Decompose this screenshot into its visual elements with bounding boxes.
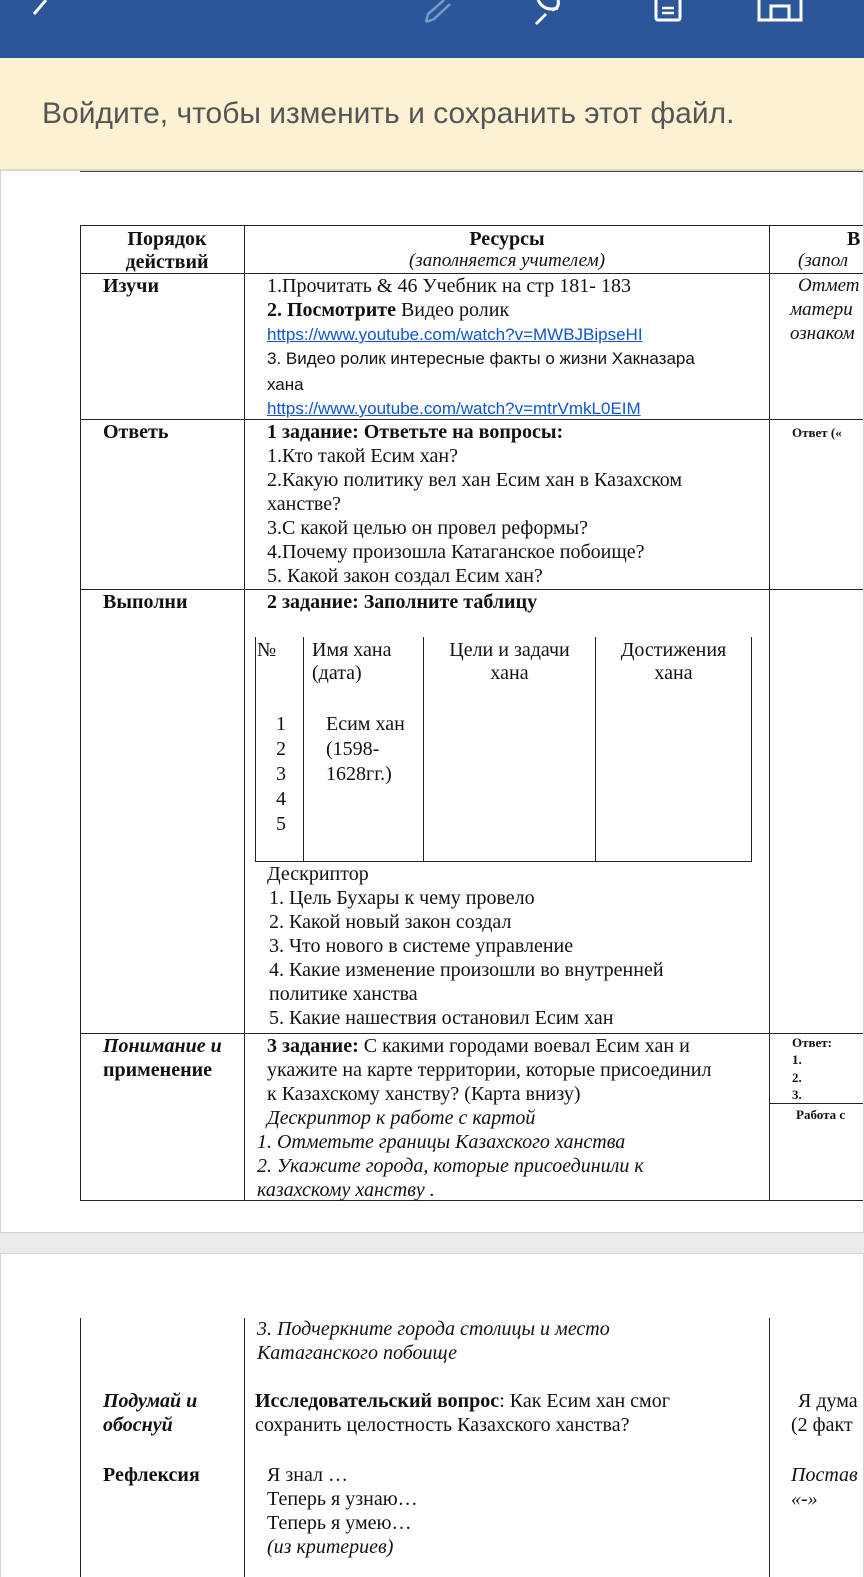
- ponimanie-answer-2: 2.: [792, 1070, 802, 1085]
- row-label-refleksiya: Рефлексия: [103, 1464, 200, 1486]
- row-label-izuchi: Изучи: [103, 275, 159, 297]
- khan-date-end: 1628гг.): [326, 763, 392, 785]
- ponimanie-answer: Ответ:: [792, 1035, 833, 1050]
- task1-q5: 5. Какой закон создал Есим хан?: [267, 565, 543, 587]
- reflection-1: Я знал …: [267, 1464, 348, 1486]
- ponimanie-answer-3: 3.: [792, 1087, 802, 1102]
- map-descriptor-3a: 3. Подчеркните города столицы и место: [257, 1318, 610, 1340]
- save-icon[interactable]: [755, 0, 807, 26]
- ponimanie-answer-1: 1.: [792, 1052, 802, 1067]
- izuchi-line3a: 3. Видео ролик интересные факты о жизни Хакназара: [267, 349, 695, 368]
- descriptor-title: Дескриптор: [267, 863, 369, 885]
- header-resources: Ресурсы: [469, 228, 545, 250]
- task3-line1: 3 задание: С какими городами воевал Есим хан и: [267, 1035, 690, 1057]
- khan-row-num-3: 3: [276, 763, 286, 785]
- khan-table-header-achievements: Достижения хана: [620, 639, 727, 684]
- descriptor-4a: 4. Какие изменение произошли во внутренней: [269, 959, 664, 981]
- edit-pencil-icon[interactable]: [418, 0, 454, 26]
- podumay-right-1: Я дума: [798, 1390, 858, 1412]
- task3-line2: укажите на карте территории, которые присоединил: [267, 1059, 712, 1081]
- clipboard-icon[interactable]: [650, 0, 686, 24]
- map-descriptor-3b: Катаганского побоище: [257, 1342, 457, 1364]
- descriptor-1: 1. Цель Бухары к чему провело: [269, 887, 535, 909]
- row-label-ponimanie-2: применение: [103, 1059, 212, 1081]
- khan-row-num-2: 2: [276, 738, 286, 760]
- ponimanie-work: Работа с: [796, 1107, 846, 1122]
- task1-title: 1 задание: Ответьте на вопросы:: [267, 421, 564, 443]
- header-resources-sub: (заполняется учителем): [408, 250, 606, 271]
- document-page-1: [0, 170, 864, 1233]
- map-descriptor-title: Дескриптор к работе с картой: [267, 1107, 536, 1129]
- khan-date-start: (1598-: [326, 738, 380, 760]
- khan-row-num-5: 5: [276, 813, 286, 835]
- izuchi-line1: 1.Прочитать & 46 Учебник на стр 181- 183: [267, 275, 631, 297]
- descriptor-5: 5. Какие нашествия остановил Есим хан: [269, 1007, 614, 1029]
- khan-table-header-name: Имя хана (дата): [312, 639, 392, 684]
- task1-q1: 1.Кто такой Есим хан?: [267, 445, 458, 467]
- task1-q2b: ханстве?: [267, 493, 342, 515]
- descriptor-2: 2. Какой новый закон создал: [269, 911, 512, 933]
- task3-line3: к Казахскому ханству? (Карта внизу): [267, 1083, 581, 1105]
- search-icon[interactable]: [530, 0, 580, 26]
- video-link-1[interactable]: https://www.youtube.com/watch?v=MWBJBipseHI: [267, 325, 643, 344]
- back-arrow-icon[interactable]: [28, 0, 68, 20]
- sign-in-banner[interactable]: [0, 58, 864, 170]
- header-col3: В: [847, 228, 861, 250]
- task2-title: 2 задание: Заполните таблицу: [267, 591, 538, 613]
- map-descriptor-2a: 2. Укажите города, которые присоединили к: [257, 1155, 644, 1177]
- task1-q2a: 2.Какую политику вел хан Есим хан в Казахском: [267, 469, 683, 491]
- research-question-1: Исследовательский вопрос: Как Есим хан смог: [255, 1390, 670, 1412]
- khan-row-num-4: 4: [276, 788, 286, 810]
- row-label-otvet: Ответь: [103, 421, 169, 443]
- descriptor-4b: политике ханства: [269, 983, 418, 1005]
- khan-table-header-num: №: [257, 639, 277, 661]
- izuchi-right-1: Отмет: [798, 275, 860, 296]
- izuchi-line3b: хана: [267, 375, 304, 394]
- banner-message: Войдите, чтобы изменить и сохранить этот файл.: [42, 97, 735, 130]
- reflection-3: Теперь я умею…: [267, 1512, 412, 1534]
- row-label-ponimanie-1: Понимание и: [103, 1035, 222, 1057]
- map-descriptor-1: 1. Отметьте границы Казахского ханства: [257, 1131, 626, 1153]
- khan-row-num-1: 1: [276, 713, 286, 735]
- app-toolbar: [0, 0, 864, 58]
- row-label-vypolni: Выполни: [103, 591, 188, 613]
- khan-table-header-goals: Цели и задачи хана: [449, 639, 570, 684]
- descriptor-3: 3. Что нового в системе управление: [269, 935, 574, 957]
- refl-right-2: «-»: [791, 1488, 818, 1510]
- row-label-podumay-2: обоснуй: [103, 1414, 173, 1436]
- task1-q3: 3.С какой целью он провел реформы?: [267, 517, 588, 539]
- document-page-2: [0, 1253, 864, 1577]
- row-label-podumay-1: Подумай и: [103, 1390, 198, 1412]
- map-descriptor-2b: казахскому ханству .: [257, 1179, 435, 1201]
- izuchi-line2: 2. Посмотрите Видео ролик: [267, 299, 510, 321]
- refl-right-1: Постав: [791, 1464, 858, 1486]
- khan-name: Есим хан: [326, 713, 405, 735]
- video-link-2[interactable]: https://www.youtube.com/watch?v=mtrVmkL0EIM: [267, 399, 641, 418]
- research-question-2: сохранить целостность Казахского ханства?: [255, 1414, 630, 1436]
- reflection-2: Теперь я узнаю…: [267, 1488, 418, 1510]
- task1-q4: 4.Почему произошла Катаганское побоище?: [267, 541, 645, 563]
- podumay-right-2: (2 факт: [791, 1414, 853, 1436]
- izuchi-right-3: ознаком: [790, 323, 855, 344]
- header-col3-sub: (запол: [798, 250, 849, 271]
- header-order: Порядок действий: [125, 228, 209, 273]
- otvet-right: Ответ («: [792, 425, 842, 440]
- izuchi-right-2: матери: [790, 299, 853, 320]
- reflection-4: (из критериев): [267, 1536, 394, 1558]
